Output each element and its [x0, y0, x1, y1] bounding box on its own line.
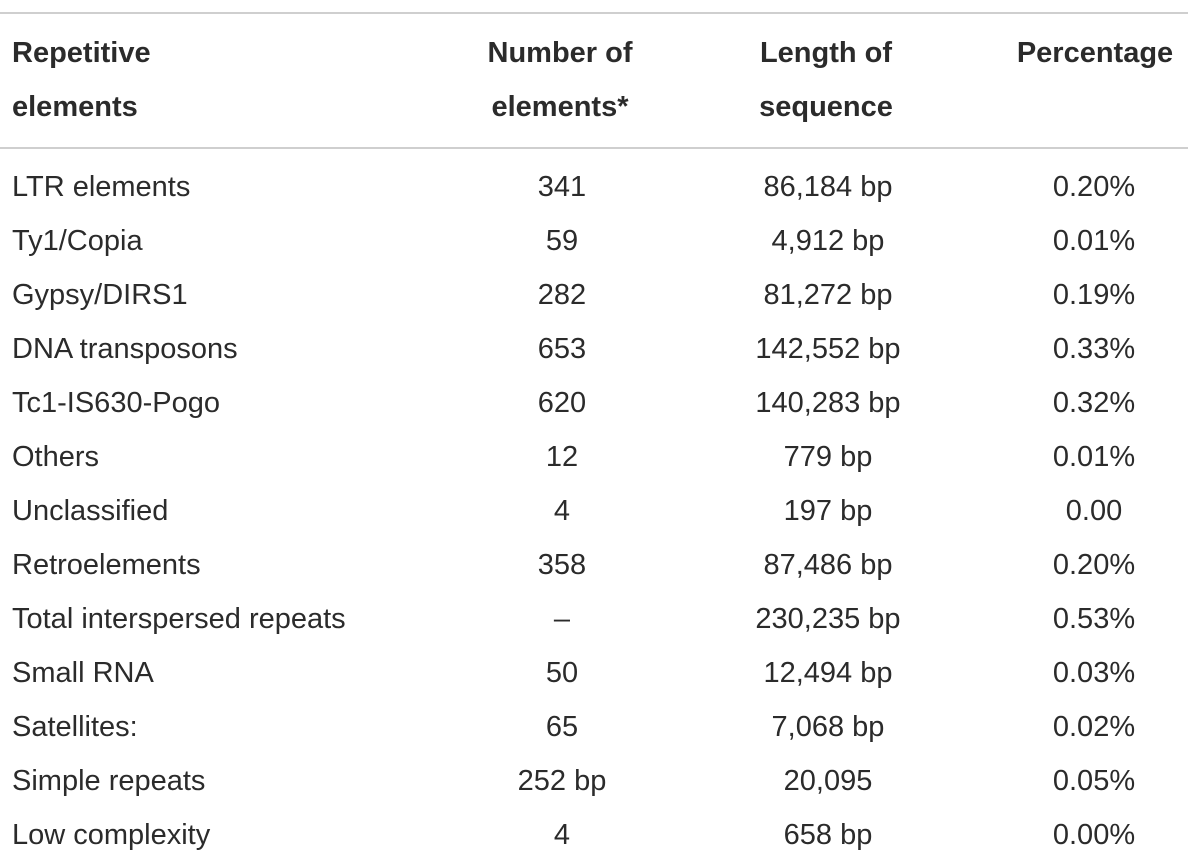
cell-length-of-sequence: 12,494 bp [763, 657, 893, 689]
cell-element-name: Others [12, 441, 100, 473]
cell-length-of-sequence: 140,283 bp [755, 387, 901, 419]
cell-percentage: 0.20% [1052, 171, 1136, 203]
cell-percentage: 0.05% [1052, 765, 1136, 797]
cell-percentage: 0.01% [1052, 225, 1136, 257]
header-line: sequence [759, 91, 893, 123]
table-row [0, 808, 1200, 862]
table-row [0, 160, 1200, 214]
cell-length-of-sequence: 4,912 bp [771, 225, 885, 257]
header-line: Repetitive [12, 37, 151, 69]
table-row [0, 538, 1200, 592]
table-row [0, 322, 1200, 376]
cell-length-of-sequence: 197 bp [783, 495, 873, 527]
table-header-rule [0, 147, 1188, 149]
table-row [0, 430, 1200, 484]
header-length-of-sequence [706, 26, 946, 134]
table-row [0, 214, 1200, 268]
cell-percentage: 0.02% [1052, 711, 1136, 743]
table-row [0, 268, 1200, 322]
cell-number-of-elements: 4 [553, 495, 571, 527]
header-repetitive-elements [12, 26, 151, 134]
cell-number-of-elements: 252 bp [517, 765, 607, 797]
cell-length-of-sequence: 230,235 bp [755, 603, 901, 635]
cell-length-of-sequence: 7,068 bp [771, 711, 885, 743]
cell-element-name: LTR elements [12, 171, 191, 203]
cell-length-of-sequence: 87,486 bp [763, 549, 893, 581]
header-number-of-elements [440, 26, 680, 134]
cell-percentage: 0.00 [1065, 495, 1123, 527]
cell-number-of-elements: – [553, 603, 571, 635]
header-line: elements [12, 91, 138, 123]
cell-number-of-elements: 50 [545, 657, 579, 689]
cell-number-of-elements: 12 [545, 441, 579, 473]
cell-element-name: Satellites: [12, 711, 138, 743]
cell-number-of-elements: 341 [537, 171, 587, 203]
cell-length-of-sequence: 779 bp [783, 441, 873, 473]
cell-element-name: Small RNA [12, 657, 154, 689]
cell-percentage: 0.33% [1052, 333, 1136, 365]
table-row [0, 754, 1200, 808]
table-row [0, 484, 1200, 538]
cell-number-of-elements: 282 [537, 279, 587, 311]
cell-length-of-sequence: 20,095 [783, 765, 873, 797]
header-percentage [990, 26, 1200, 80]
cell-percentage: 0.01% [1052, 441, 1136, 473]
header-line: Percentage [1016, 37, 1174, 69]
cell-percentage: 0.00% [1052, 819, 1136, 851]
table-header-row [0, 26, 1200, 136]
cell-length-of-sequence: 86,184 bp [763, 171, 893, 203]
table-row [0, 646, 1200, 700]
table-row [0, 592, 1200, 646]
table-row [0, 700, 1200, 754]
cell-number-of-elements: 620 [537, 387, 587, 419]
table-body [0, 160, 1200, 862]
header-line: elements* [491, 91, 629, 123]
cell-element-name: Retroelements [12, 549, 201, 581]
cell-element-name: DNA transposons [12, 333, 238, 365]
cell-element-name: Low complexity [12, 819, 211, 851]
cell-number-of-elements: 4 [553, 819, 571, 851]
cell-element-name: Unclassified [12, 495, 169, 527]
cell-percentage: 0.03% [1052, 657, 1136, 689]
cell-element-name: Tc1-IS630-Pogo [12, 387, 220, 419]
table-row [0, 376, 1200, 430]
cell-element-name: Total interspersed repeats [12, 603, 346, 635]
cell-percentage: 0.20% [1052, 549, 1136, 581]
cell-element-name: Ty1/Copia [12, 225, 143, 257]
cell-percentage: 0.32% [1052, 387, 1136, 419]
cell-number-of-elements: 65 [545, 711, 579, 743]
cell-length-of-sequence: 142,552 bp [755, 333, 901, 365]
cell-element-name: Gypsy/DIRS1 [12, 279, 188, 311]
cell-percentage: 0.19% [1052, 279, 1136, 311]
cell-number-of-elements: 59 [545, 225, 579, 257]
cell-element-name: Simple repeats [12, 765, 206, 797]
cell-percentage: 0.53% [1052, 603, 1136, 635]
cell-number-of-elements: 358 [537, 549, 587, 581]
header-line: Number of [487, 37, 633, 69]
header-line: Length of [759, 37, 893, 69]
cell-number-of-elements: 653 [537, 333, 587, 365]
table-top-rule [0, 12, 1188, 14]
cell-length-of-sequence: 658 bp [783, 819, 873, 851]
cell-length-of-sequence: 81,272 bp [763, 279, 893, 311]
